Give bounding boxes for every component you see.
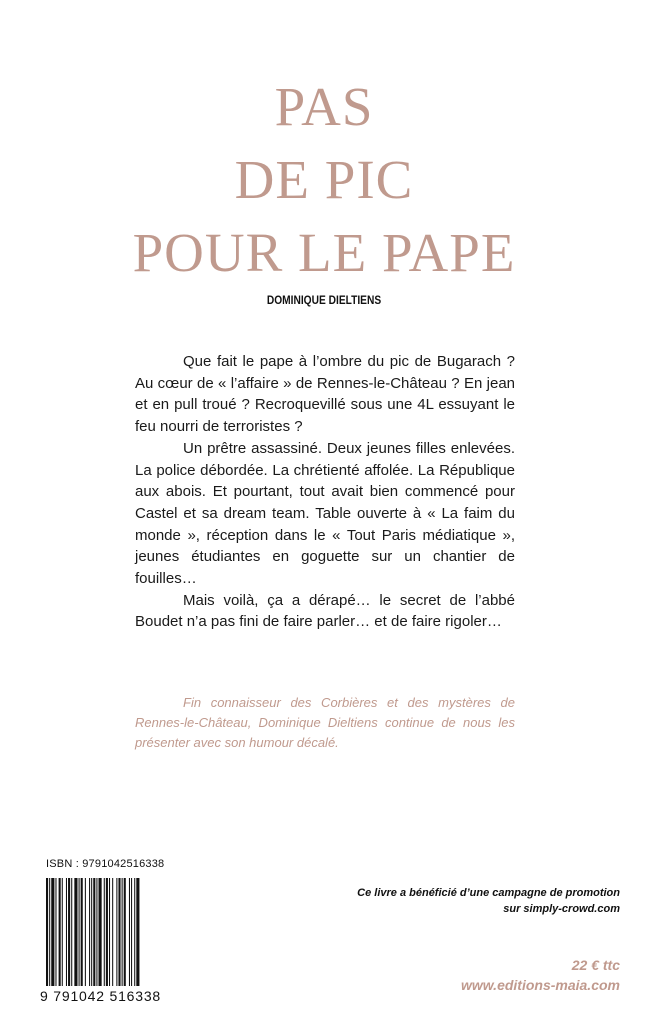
title-line-2: DE PIC — [234, 149, 414, 210]
blurb-paragraph-3: Mais voilà, ça a dérapé… le secret de l’abbé Boudet n’a pas fini de faire parler… et de faire rigoler… — [135, 591, 515, 631]
price-block — [461, 955, 620, 995]
book-blurb — [135, 351, 515, 633]
barcode-digits: 9 791042 516338 — [40, 988, 161, 1004]
promo-line-2: sur simply-crowd.com — [503, 903, 620, 915]
blurb-paragraph-2: Un prêtre assassiné. Deux jeunes filles enlevées. La police débordée. La chrétienté affolée. La République aux abois. Et pourtant, tout avait bien commencé pour Castel et sa dream team. Table ouverte à « La faim du monde », réception dans le « Tout Paris médiatique », jeunes étudiantes en goguette sur un chantier de fouilles… — [135, 439, 515, 588]
title-line-1: PAS — [274, 76, 374, 137]
book-title — [0, 70, 648, 289]
isbn-label: ISBN : 9791042516338 — [46, 858, 165, 870]
price: 22 € ttc — [571, 957, 620, 973]
author-name: DOMINIQUE DIELTIENS — [266, 293, 382, 307]
about-author: Fin connaisseur des Corbières et des mystères de Rennes-le-Château, Dominique Dieltiens continue de nous les présenter avec son humour décalé. — [135, 695, 515, 750]
promo-notice — [357, 885, 620, 917]
blurb-paragraph-1: Que fait le pape à l’ombre du pic de Bugarach ? Au cœur de « l’affaire » de Rennes-le-Château ? En jean et en pull troué ? Recroquevillé sous une 4L essuyant le feu nourri de terroristes ? — [135, 353, 515, 436]
barcode — [46, 878, 170, 986]
promo-line-1: Ce livre a bénéficié d’une campagne de promotion — [357, 887, 620, 899]
title-line-3: POUR LE PAPE — [132, 222, 516, 283]
publisher-website[interactable]: www.editions-maia.com — [461, 977, 620, 993]
